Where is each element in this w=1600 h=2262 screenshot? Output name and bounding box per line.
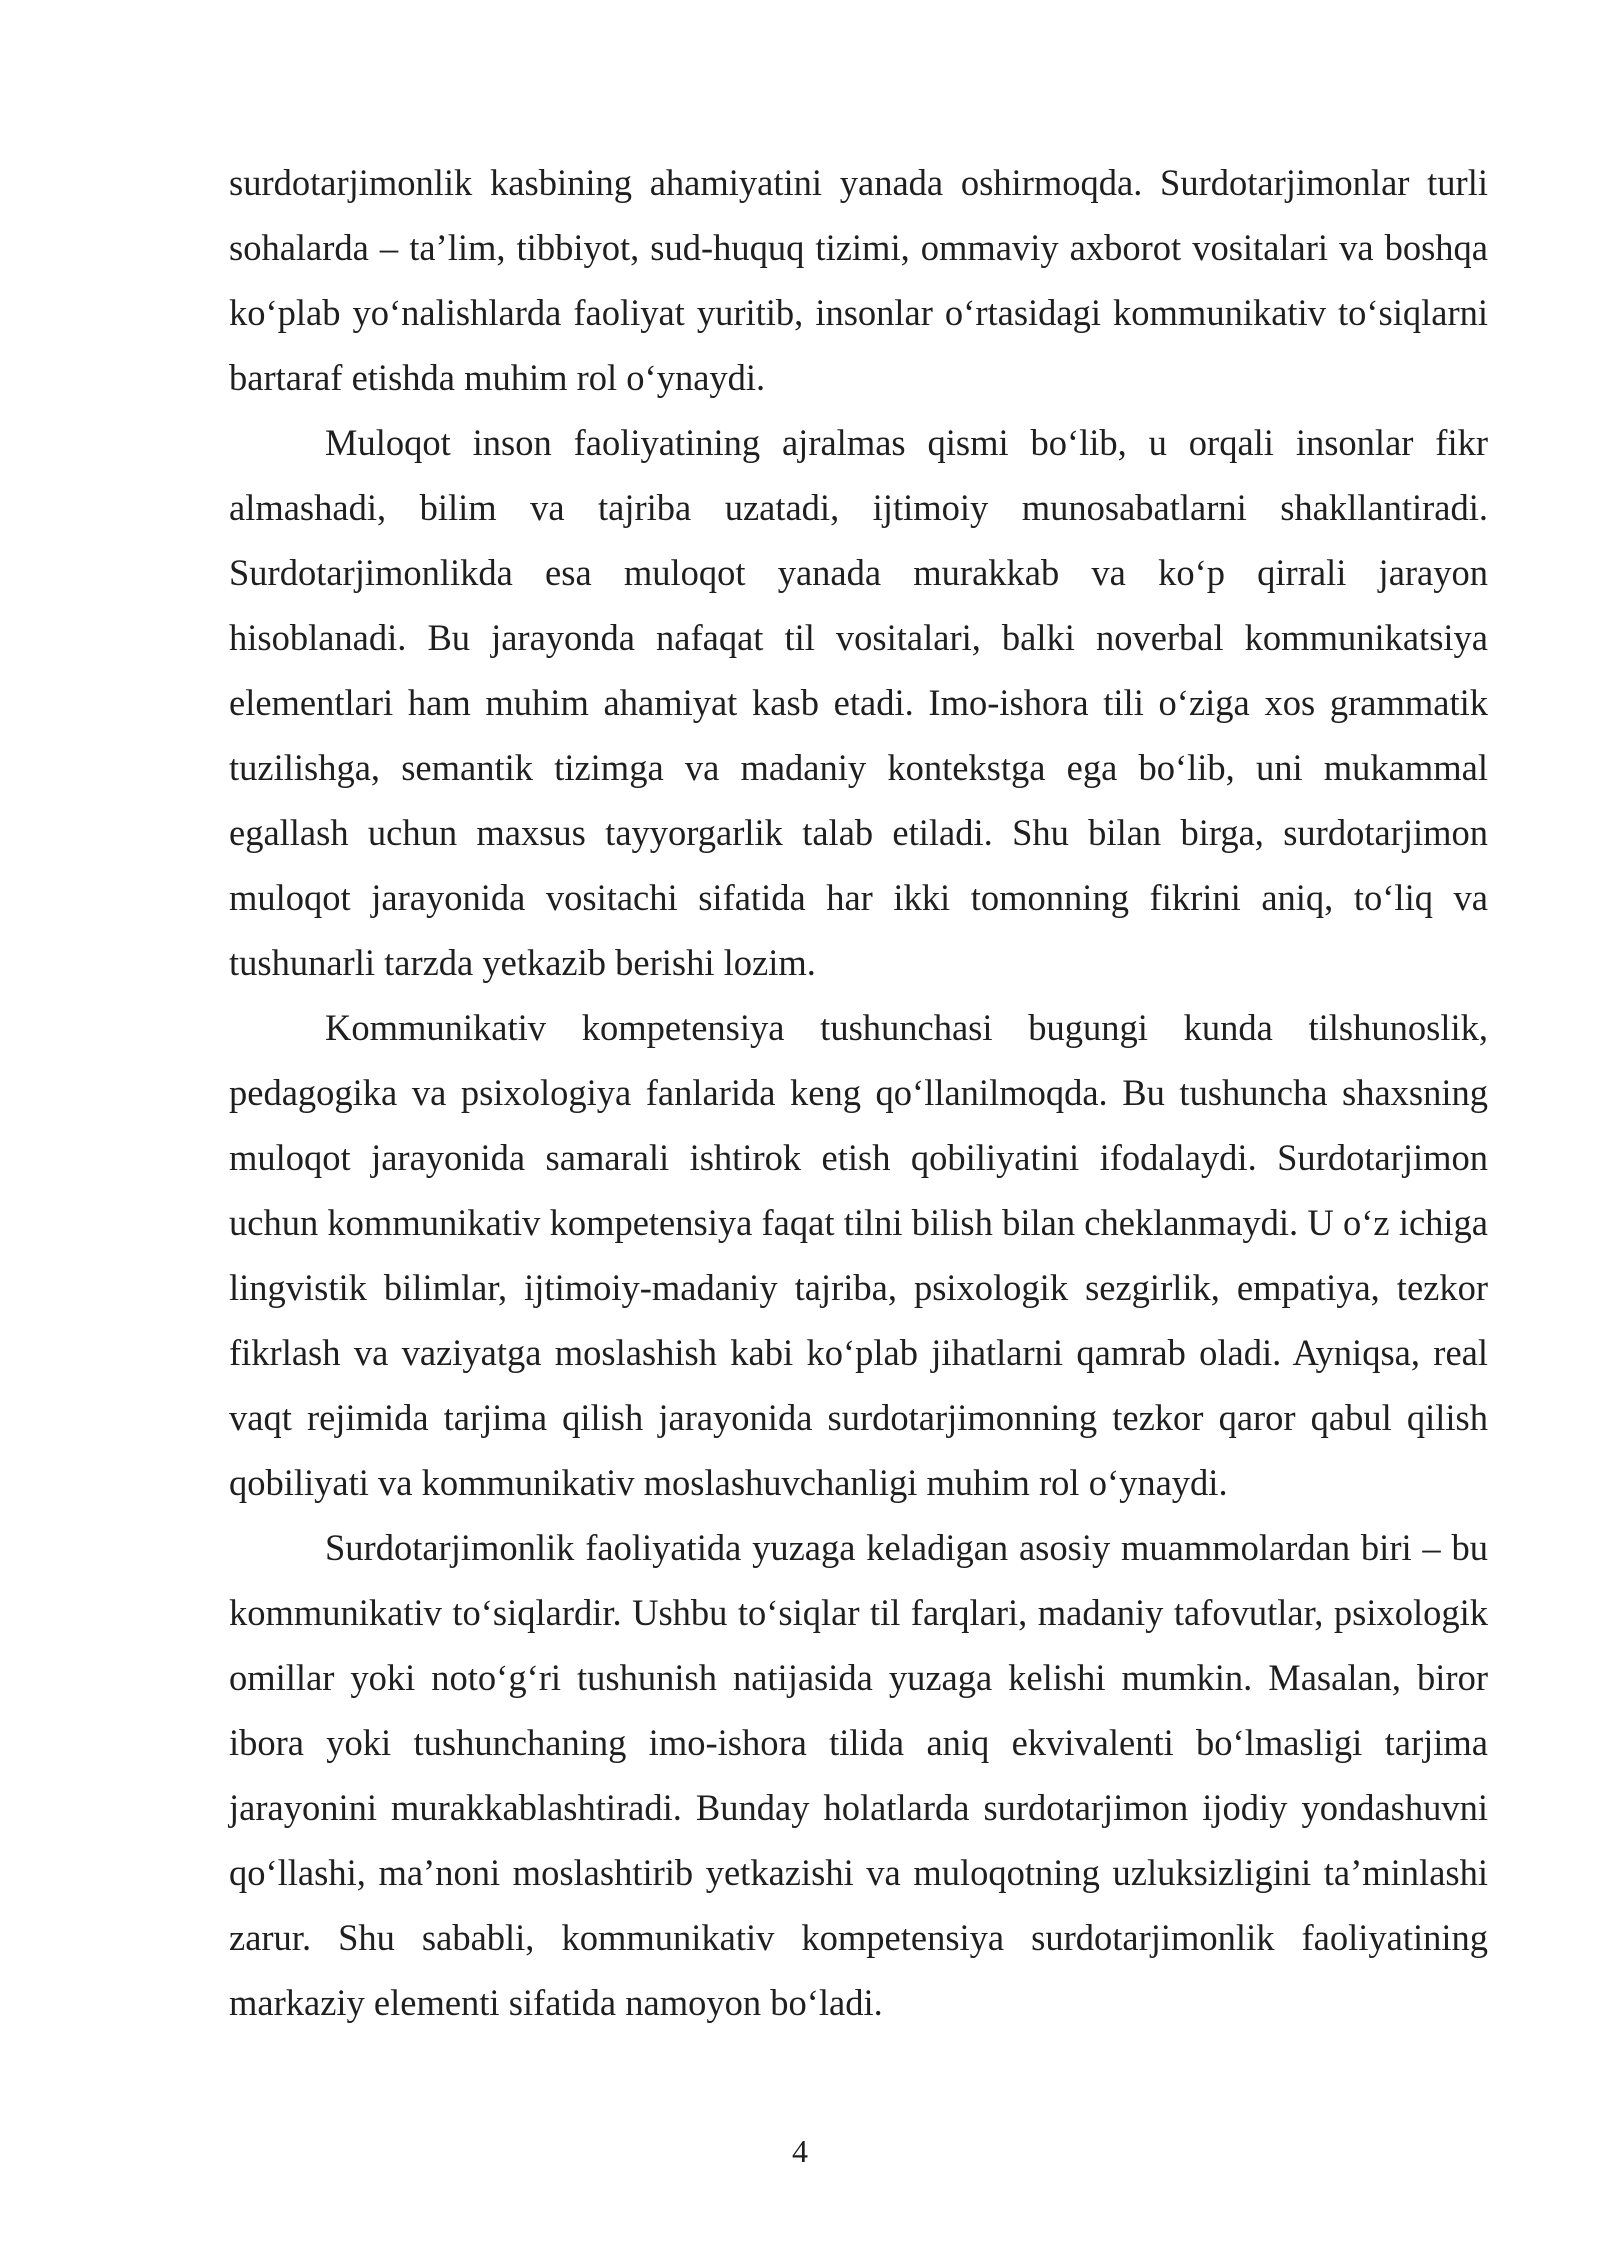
paragraph-kommunikativ-kompetensiya: Kommunikativ kompetensiya tushunchasi bugungi kunda tilshunoslik, pedagogika va psixologiya fanlarida keng qo‘llanilmoqda. Bu tushuncha shaxsning muloqot jarayonida samarali ishtirok etish qobiliyatini ifodalaydi. Surdotarjimon uchun kommunikativ kompetensiya faqat tilni bilish bilan cheklanmaydi. U o‘z ichiga lingvistik bilimlar, ijtimoiy-madaniy tajriba, psixologik sezgirlik, empatiya, tezkor fikrlash va vaziyatga moslashish kabi ko‘plab jihatlarni qamrab oladi. Ayniqsa, real vaqt rejimida tarjima qilish jarayonida surdotarjimonning tezkor qaror qabul qilish qobiliyati va kommunikativ moslashuvchanligi muhim rol o‘ynaydi. (229, 1007, 1488, 1503)
paragraph-muloqot: Muloqot inson faoliyatining ajralmas qismi bo‘lib, u orqali insonlar fikr almashadi, bilim va tajriba uzatadi, ijtimoiy munosabatlarni shakllantiradi. Surdotarjimonlikda esa muloqot yanada murakkab va ko‘p qirrali jarayon hisoblanadi. Bu jarayonda nafaqat til vositalari, balki noverbal kommunikatsiya elementlari ham muhim ahamiyat kasb etadi. Imo-ishora tili o‘ziga xos grammatik tuzilishga, semantik tizimga va madaniy kontekstga ega bo‘lib, uni mukammal egallash uchun maxsus tayyorgarlik talab etiladi. Shu bilan birga, surdotarjimon muloqot jarayonida vositachi sifatida har ikki tomonning fikrini aniq, to‘liq va tushunarli tarzda yetkazib berishi lozim. (229, 422, 1488, 983)
page-number: 4 (792, 2133, 808, 2169)
paragraph-continuation: surdotarjimonlik kasbining ahamiyatini yanada oshirmoqda. Surdotarjimonlar turli sohalarda – ta’lim, tibbiyot, sud-huquq tizimi, ommaviy axborot vositalari va boshqa ko‘plab yo‘nalishlarda faoliyat yuritib, insonlar o‘rtasidagi kommunikativ to‘siqlarni bartaraf etishda muhim rol o‘ynaydi. (229, 162, 1488, 398)
body-text (229, 150, 1488, 2035)
paragraph-muammolar: Surdotarjimonlik faoliyatida yuzaga keladigan asosiy muammolardan biri – bu kommunikativ to‘siqlardir. Ushbu to‘siqlar til farqlari, madaniy tafovutlar, psixologik omillar yoki noto‘g‘ri tushunish natijasida yuzaga kelishi mumkin. Masalan, biror ibora yoki tushunchaning imo-ishora tilida aniq ekvivalenti bo‘lmasligi tarjima jarayonini murakkablashtiradi. Bunday holatlarda surdotarjimon ijodiy yondashuvni qo‘llashi, ma’noni moslashtirib yetkazishi va muloqotning uzluksizligini ta’minlashi zarur. Shu sababli, kommunikativ kompetensiya surdotarjimonlik faoliyatining markaziy elementi sifatida namoyon bo‘ladi. (229, 1527, 1488, 2023)
